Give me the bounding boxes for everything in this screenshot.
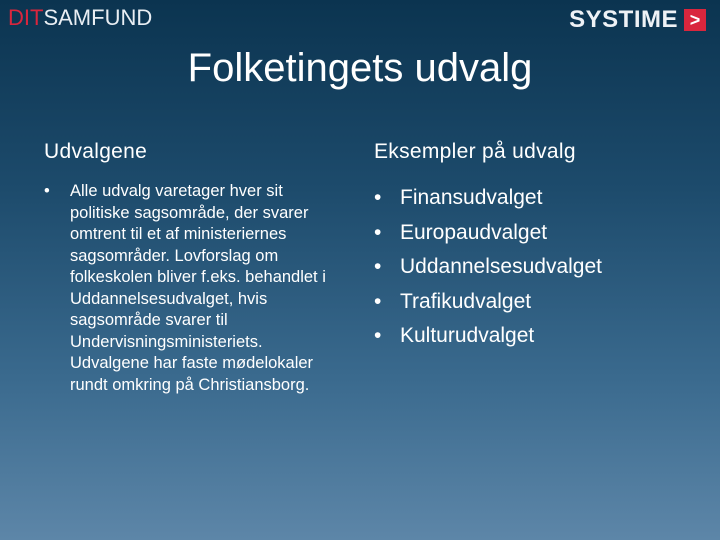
left-column (44, 140, 344, 396)
left-bullet-item: • Alle udvalg varetager hver sit politiske sagsområde, der svarer omtrent til et af ministeriernes sagsområder. Lovforslag om folkeskolen bliver f.eks. behandlet i Uddannelsesudvalget, hvis sagsområde svarer til Undervisningsministeriets. Udvalgene har faste mødelokaler rundt omkring på Christiansborg. (44, 181, 344, 396)
right-column-heading: Eksempler på udvalg (374, 140, 576, 163)
logo-samfund-text: SAMFUND (43, 5, 153, 30)
committee-item-finans: • Finansudvalget (374, 181, 674, 216)
right-column (374, 140, 674, 354)
committee-item-uddannelse: • Uddannelsesudvalget (374, 250, 674, 285)
committee-list (374, 181, 674, 354)
systime-logo (569, 6, 706, 34)
left-column-heading: Udvalgene (44, 140, 148, 163)
committee-item-trafik: • Trafikudvalget (374, 285, 674, 320)
logo-arrow-icon: > (684, 9, 706, 31)
left-bullet-list (44, 181, 344, 396)
dit-samfund-logo (8, 5, 152, 31)
slide-title: Folketingets udvalg (187, 46, 533, 90)
committee-item-europa: • Europaudvalget (374, 216, 674, 251)
committee-item-kultur: • Kulturudvalget (374, 319, 674, 354)
logo-dit-text: DIT (8, 5, 44, 30)
logo-systime-text: SYSTIME (569, 6, 678, 33)
